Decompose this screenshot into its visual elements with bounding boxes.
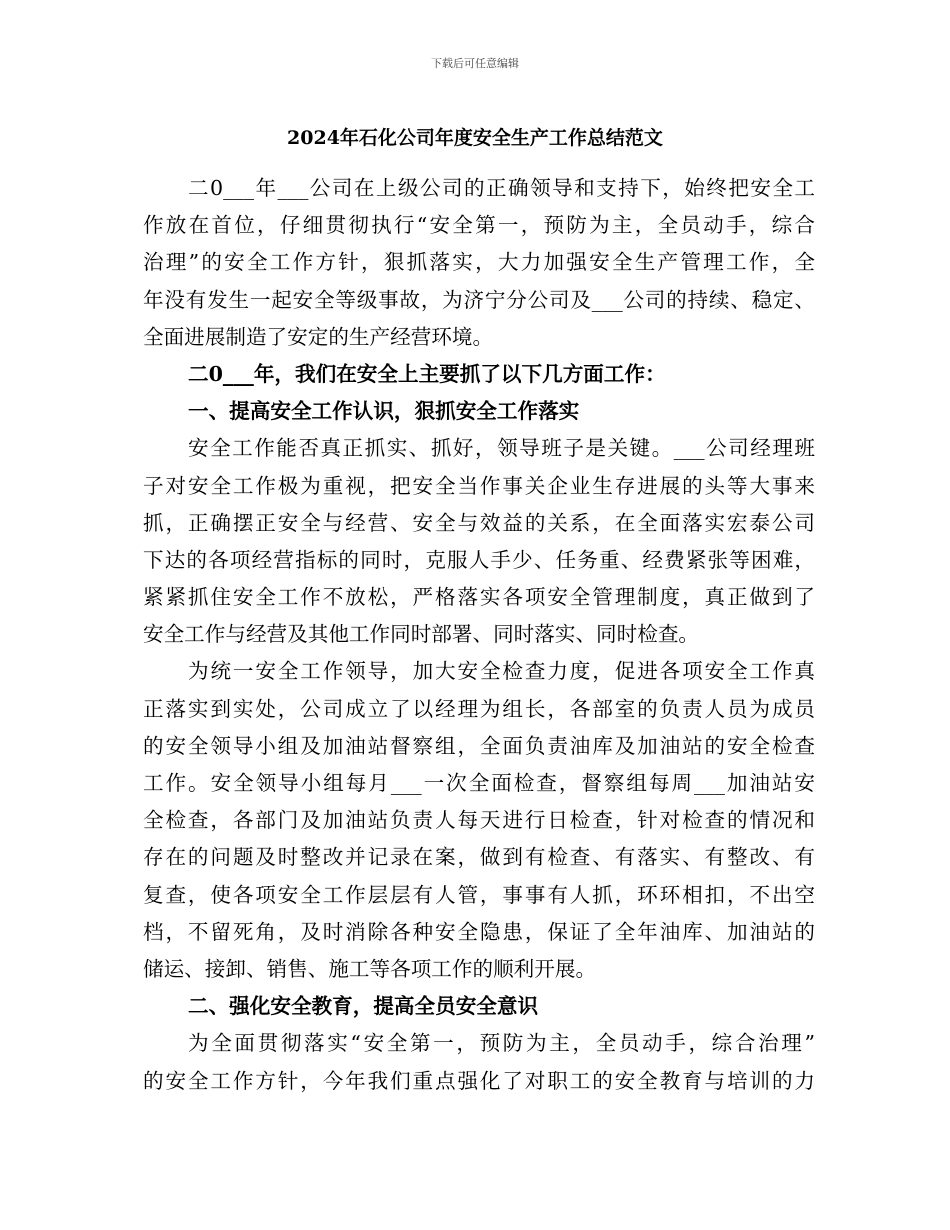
paragraph-line: 二0___年___公司在上级公司的正确领导和支持下，始终把安全工 [188,176,815,200]
paragraph-line: 安全工作与经营及其他工作同时部署、同时落实、同时检查。 [143,622,700,647]
paragraph-line: 紧紧抓住安全工作不放松，严格落实各项安全管理制度，真正做到了 [143,585,815,610]
document-body [143,170,815,1100]
paragraph-line: 档，不留死角，及时消除各种安全隐患，保证了全年油库、加油站的 [143,919,815,944]
document-title: 2024年石化公司年度安全生产工作总结范文 [287,127,663,149]
paragraph-line: 为统一安全工作领导，加大安全检查力度，促进各项安全工作真 [188,659,815,684]
paragraph-line: 复查，使各项安全工作层层有人管，事事有人抓，环环相扣，不出空 [143,882,815,907]
paragraph-line: 的安全领导小组及加油站督察组，全面负责油库及加油站的安全检查 [143,733,815,758]
paragraph-line: 全面进展制造了安定的生产经营环境。 [143,324,494,349]
paragraph-line: 下达的各项经营指标的同时，克服人手少、任务重、经费紧张等困难， [143,547,815,572]
header-note: 下载后可任意编辑 [431,57,519,70]
paragraph-line: 抓，正确摆正安全与经营、安全与效益的关系，在全面落实宏泰公司 [143,510,815,535]
section-heading: 一、提高安全工作认识，狠抓安全工作落实 [188,399,580,424]
paragraph-line: 存在的问题及时整改并记录在案，做到有检查、有落实、有整改、有 [143,845,815,870]
paragraph-line: 正落实到实处，公司成立了以经理为组长，各部室的负责人员为成员 [143,696,815,721]
paragraph-line: 全检查，各部门及加油站负责人每天进行日检查，针对检查的情况和 [143,808,815,833]
paragraph-line: 治理”的安全工作方针，狠抓落实，大力加强安全生产管理工作，全 [143,250,815,275]
paragraph-line: 年没有发生一起安全等级事故，为济宁分公司及___公司的持续、稳定、 [143,287,815,312]
section-heading: 二、强化安全教育，提高全员安全意识 [188,994,539,1019]
paragraph-line: 工作。安全领导小组每月___一次全面检查，督察组每周___加油站安 [143,771,815,795]
paragraph-line: 的安全工作方针，今年我们重点强化了对职工的安全教育与培训的力 [143,1068,815,1093]
paragraph-line: 子对安全工作极为重视，把安全当作事关企业生存进展的头等大事来 [143,473,815,498]
paragraph-line: 储运、接卸、销售、施工等各项工作的顺利开展。 [143,956,597,981]
paragraph-line: 作放在首位，仔细贯彻执行“安全第一，预防为主，全员动手，综合 [143,213,815,238]
paragraph-line: 为全面贯彻落实“安全第一，预防为主，全员动手，综合治理” [188,1031,815,1056]
section-intro: 二0___年，我们在安全上主要抓了以下几方面工作： [188,361,666,386]
paragraph-line: 安全工作能否真正抓实、抓好，领导班子是关键。___公司经理班 [188,436,815,461]
